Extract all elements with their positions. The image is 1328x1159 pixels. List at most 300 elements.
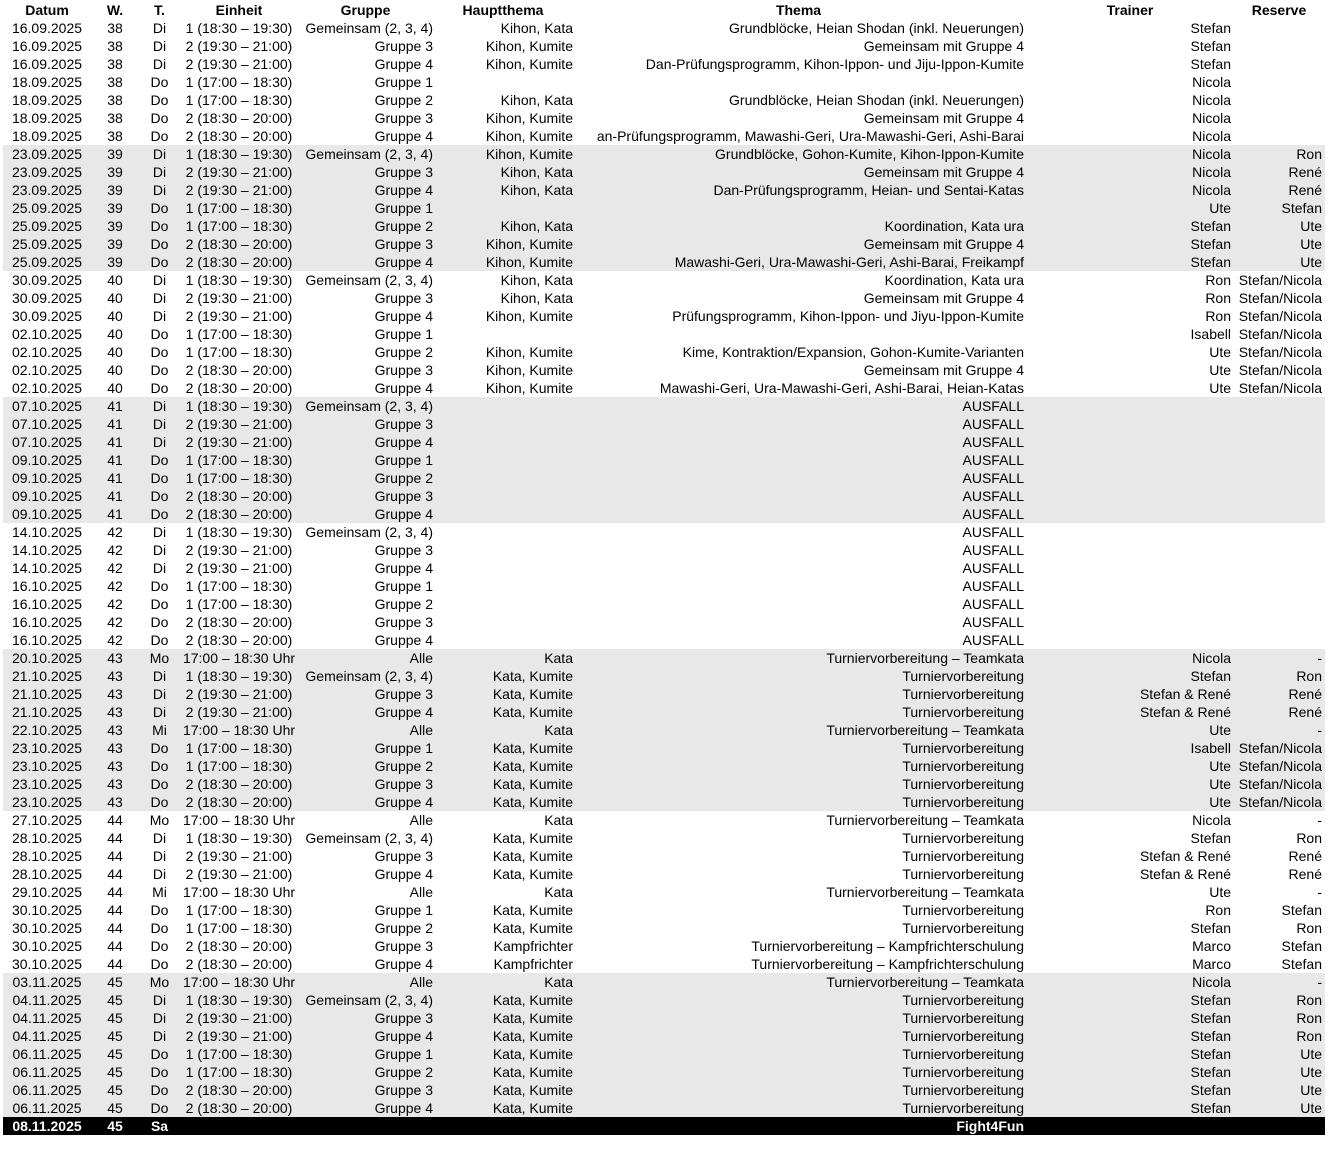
cell-trainer: Stefan: [1190, 1010, 1231, 1026]
cell-datum: 28.10.2025: [11, 830, 83, 846]
cell-gruppe: Gruppe 3: [374, 614, 433, 630]
cell-woche: 38: [107, 92, 123, 108]
cell-hauptthema: Kata, Kumite: [492, 992, 573, 1008]
cell-datum: 04.11.2025: [12, 992, 82, 1008]
cell-reserve: Stefan/Nicola: [1238, 272, 1322, 288]
table-row: [3, 667, 1325, 685]
cell-gruppe: Gruppe 1: [374, 578, 433, 594]
cell-einheit: 17:00 – 18:30 Uhr: [182, 722, 296, 738]
cell-trainer: [1024, 487, 1231, 505]
cell-hauptthema: [433, 1117, 573, 1135]
cell-datum: 16.10.2025: [11, 614, 83, 630]
cell-trainer: Nicola: [1192, 812, 1231, 828]
cell-gruppe: Gruppe 2: [374, 92, 433, 108]
cell-thema: AUSFALL: [962, 614, 1024, 630]
cell-hauptthema: Kata, Kumite: [492, 1100, 573, 1116]
cell-gruppe: Gruppe 2: [374, 344, 433, 360]
cell-gruppe: Gruppe 4: [374, 56, 433, 72]
cell-einheit: 1 (17:00 – 18:30): [185, 92, 293, 108]
cell-einheit: 1 (18:30 – 19:30): [185, 146, 293, 162]
cell-hauptthema: Kihon, Kata: [500, 92, 573, 108]
cell-reserve: [1231, 595, 1322, 613]
cell-hauptthema: Kata, Kumite: [492, 830, 573, 846]
table-header: [3, 1, 1325, 19]
cell-trainer: Ute: [1209, 794, 1231, 810]
cell-einheit: 1 (17:00 – 18:30): [185, 758, 293, 774]
cell-hauptthema: Kihon, Kumite: [485, 128, 573, 144]
cell-woche: 41: [107, 488, 123, 504]
cell-woche: 43: [107, 650, 123, 666]
cell-tag: Do: [150, 776, 169, 792]
cell-datum: 06.11.2025: [12, 1082, 82, 1098]
cell-woche: 39: [107, 236, 123, 252]
cell-gruppe: Alle: [409, 884, 433, 900]
cell-gruppe: Gruppe 4: [374, 434, 433, 450]
cell-gruppe: Gemeinsam (2, 3, 4): [305, 830, 433, 846]
cell-trainer: Ron: [1205, 290, 1231, 306]
cell-trainer: [1024, 451, 1231, 469]
cell-datum: 16.09.2025: [11, 38, 83, 54]
table-row: [3, 181, 1325, 199]
cell-trainer: Ute: [1209, 758, 1231, 774]
cell-datum: 16.10.2025: [11, 578, 83, 594]
cell-gruppe: Gemeinsam (2, 3, 4): [305, 524, 433, 540]
cell-reserve: [1231, 469, 1322, 487]
cell-woche: 41: [107, 434, 123, 450]
cell-trainer: Stefan: [1190, 20, 1231, 36]
cell-datum: 30.10.2025: [11, 920, 83, 936]
cell-hauptthema: [433, 613, 573, 631]
cell-thema: Mawashi-Geri, Ura-Mawashi-Geri, Ashi-Barai, Heian-Katas: [659, 380, 1024, 396]
cell-hauptthema: Kata, Kumite: [492, 866, 573, 882]
cell-trainer: Stefan: [1190, 254, 1231, 270]
cell-hauptthema: [433, 541, 573, 559]
table-row: [3, 631, 1325, 649]
cell-einheit: 1 (18:30 – 19:30): [185, 992, 293, 1008]
cell-thema: Turniervorbereitung: [902, 1028, 1024, 1044]
cell-einheit: 2 (19:30 – 21:00): [185, 686, 293, 702]
cell-hauptthema: Kihon, Kumite: [485, 56, 573, 72]
cell-tag: Do: [150, 956, 169, 972]
cell-tag: Do: [150, 380, 169, 396]
cell-datum: 09.10.2025: [11, 452, 83, 468]
cell-reserve: Stefan/Nicola: [1238, 380, 1322, 396]
cell-einheit: 1 (18:30 – 19:30): [185, 398, 293, 414]
cell-gruppe: Gruppe 4: [374, 560, 433, 576]
cell-gruppe: Gemeinsam (2, 3, 4): [305, 992, 433, 1008]
cell-tag: Mo: [149, 812, 170, 828]
cell-tag: Mo: [149, 974, 170, 990]
cell-trainer: Stefan & René: [1139, 704, 1231, 720]
cell-tag: Do: [150, 506, 169, 522]
cell-einheit: 1 (18:30 – 19:30): [185, 668, 293, 684]
cell-tag: Do: [150, 452, 169, 468]
cell-tag: Do: [150, 344, 169, 360]
table-row: [3, 235, 1325, 253]
table-row: [3, 199, 1325, 217]
cell-thema: AUSFALL: [962, 560, 1024, 576]
cell-datum: 23.10.2025: [11, 740, 83, 756]
cell-hauptthema: Kihon, Kumite: [485, 254, 573, 270]
cell-hauptthema: [433, 595, 573, 613]
cell-thema: Gemeinsam mit Gruppe 4: [863, 164, 1024, 180]
cell-thema: AUSFALL: [962, 434, 1024, 450]
cell-hauptthema: Kata, Kumite: [492, 1046, 573, 1062]
cell-datum: 30.10.2025: [11, 938, 83, 954]
table-row: [3, 217, 1325, 235]
table-row: [3, 325, 1325, 343]
cell-thema: AUSFALL: [962, 596, 1024, 612]
cell-trainer: Marco: [1192, 956, 1231, 972]
cell-reserve: Ron: [1296, 668, 1322, 684]
cell-tag: Di: [152, 524, 167, 540]
table-row: [3, 829, 1325, 847]
cell-gruppe: Gruppe 3: [374, 542, 433, 558]
cell-einheit: 2 (18:30 – 20:00): [185, 1082, 293, 1098]
cell-thema: Turniervorbereitung – Teamkata: [826, 884, 1024, 900]
cell-woche: 43: [107, 686, 123, 702]
cell-reserve: [1231, 577, 1322, 595]
cell-datum: 25.09.2025: [11, 218, 83, 234]
cell-reserve: [1231, 1117, 1322, 1135]
cell-woche: 43: [107, 794, 123, 810]
cell-reserve: Ute: [1300, 236, 1322, 252]
cell-trainer: [1024, 541, 1231, 559]
cell-trainer: Nicola: [1192, 74, 1231, 90]
table-row: [3, 883, 1325, 901]
cell-reserve: Ute: [1300, 1100, 1322, 1116]
table-row: [3, 973, 1325, 991]
cell-woche: 44: [107, 884, 123, 900]
cell-tag: Mo: [149, 650, 170, 666]
cell-gruppe: Gruppe 2: [374, 470, 433, 486]
cell-gruppe: Gruppe 3: [374, 938, 433, 954]
cell-datum: 23.09.2025: [11, 182, 83, 198]
cell-gruppe: Gruppe 4: [374, 704, 433, 720]
cell-trainer: Marco: [1192, 938, 1231, 954]
cell-trainer: Nicola: [1192, 164, 1231, 180]
cell-hauptthema: Kihon, Kumite: [485, 236, 573, 252]
cell-hauptthema: Kihon, Kumite: [485, 344, 573, 360]
table-row-final: [3, 1117, 1325, 1135]
table-row: [3, 685, 1325, 703]
cell-trainer: [1024, 577, 1231, 595]
cell-trainer: Stefan & René: [1139, 686, 1231, 702]
table-row: [3, 739, 1325, 757]
cell-einheit: 1 (18:30 – 19:30): [185, 20, 293, 36]
cell-trainer: Ron: [1205, 308, 1231, 324]
table-row: [3, 91, 1325, 109]
cell-trainer: Nicola: [1192, 182, 1231, 198]
cell-tag: Di: [152, 146, 167, 162]
cell-trainer: Stefan: [1190, 1046, 1231, 1062]
cell-einheit: 1 (17:00 – 18:30): [185, 470, 293, 486]
cell-thema: AUSFALL: [962, 506, 1024, 522]
cell-tag: Di: [152, 416, 167, 432]
cell-gruppe: Gruppe 4: [374, 794, 433, 810]
cell-woche: 43: [107, 740, 123, 756]
cell-thema: AUSFALL: [962, 452, 1024, 468]
table-row: [3, 937, 1325, 955]
cell-gruppe: Gruppe 4: [374, 1028, 433, 1044]
cell-woche: 45: [107, 992, 123, 1008]
cell-datum: 30.09.2025: [11, 290, 83, 306]
cell-einheit: 2 (19:30 – 21:00): [185, 560, 293, 576]
cell-trainer: [1024, 595, 1231, 613]
cell-woche: 40: [107, 344, 123, 360]
cell-gruppe: Gruppe 3: [374, 38, 433, 54]
cell-einheit: 2 (19:30 – 21:00): [185, 1028, 293, 1044]
cell-woche: 45: [107, 1082, 123, 1098]
cell-gruppe: Gemeinsam (2, 3, 4): [305, 398, 433, 414]
cell-thema: Turniervorbereitung: [902, 902, 1024, 918]
cell-trainer: [1024, 397, 1231, 415]
cell-woche: 40: [107, 308, 123, 324]
cell-einheit: 2 (19:30 – 21:00): [185, 1010, 293, 1026]
cell-reserve: René: [1288, 182, 1322, 198]
cell-hauptthema: Kata, Kumite: [492, 1082, 573, 1098]
cell-woche: 43: [107, 776, 123, 792]
cell-datum: 06.11.2025: [12, 1046, 82, 1062]
cell-thema: Turniervorbereitung – Teamkata: [826, 650, 1024, 666]
cell-reserve: Ute: [1300, 218, 1322, 234]
cell-thema: Turniervorbereitung: [902, 920, 1024, 936]
cell-tag: Do: [150, 1046, 169, 1062]
header-tag: T.: [154, 2, 165, 18]
cell-tag: Di: [152, 290, 167, 306]
cell-woche: 43: [107, 704, 123, 720]
cell-thema: Gemeinsam mit Gruppe 4: [863, 38, 1024, 54]
table-row: [3, 1045, 1325, 1063]
table-row: [3, 1027, 1325, 1045]
cell-tag: Mi: [152, 884, 167, 900]
cell-tag: Di: [152, 1028, 167, 1044]
cell-gruppe: Gruppe 2: [374, 920, 433, 936]
cell-tag: Di: [152, 398, 167, 414]
cell-reserve: Stefan: [1281, 902, 1322, 918]
table-row: [3, 127, 1325, 145]
cell-datum: 16.09.2025: [11, 20, 83, 36]
cell-tag: Mi: [152, 722, 167, 738]
cell-thema: AUSFALL: [962, 488, 1024, 504]
table-row: [3, 487, 1325, 505]
cell-einheit: 2 (18:30 – 20:00): [185, 938, 293, 954]
table-row: [3, 433, 1325, 451]
cell-trainer: [1024, 613, 1231, 631]
cell-thema: Turniervorbereitung: [902, 830, 1024, 846]
cell-hauptthema: Kata: [544, 722, 573, 738]
cell-gruppe: Gruppe 1: [374, 452, 433, 468]
cell-thema: Turniervorbereitung: [902, 992, 1024, 1008]
cell-einheit: 1 (17:00 – 18:30): [185, 902, 293, 918]
cell-trainer: [1024, 559, 1231, 577]
cell-gruppe: Gruppe 3: [374, 848, 433, 864]
cell-trainer: Stefan: [1190, 38, 1231, 54]
table-row: [3, 1063, 1325, 1081]
cell-thema: Turniervorbereitung: [902, 794, 1024, 810]
cell-gruppe: Gruppe 4: [374, 380, 433, 396]
cell-einheit: 1 (17:00 – 18:30): [185, 1046, 293, 1062]
table-row: [3, 37, 1325, 55]
cell-reserve: Stefan/Nicola: [1238, 362, 1322, 378]
cell-tag: Do: [150, 614, 169, 630]
cell-gruppe: Gemeinsam (2, 3, 4): [305, 146, 433, 162]
table-row: [3, 811, 1325, 829]
cell-reserve: René: [1288, 866, 1322, 882]
cell-thema: Turniervorbereitung: [902, 758, 1024, 774]
cell-gruppe: Gruppe 1: [374, 326, 433, 342]
cell-einheit: [180, 1117, 298, 1135]
cell-tag: Di: [152, 560, 167, 576]
cell-hauptthema: [433, 469, 573, 487]
cell-thema: Turniervorbereitung: [902, 1046, 1024, 1062]
cell-reserve: Stefan/Nicola: [1238, 740, 1322, 756]
cell-hauptthema: [433, 505, 573, 523]
table-row: [3, 469, 1325, 487]
cell-reserve: [1231, 91, 1322, 109]
cell-einheit: 2 (18:30 – 20:00): [185, 380, 293, 396]
cell-hauptthema: Kata, Kumite: [492, 1010, 573, 1026]
cell-einheit: 2 (18:30 – 20:00): [185, 236, 293, 252]
table-row: [3, 19, 1325, 37]
cell-einheit: 1 (17:00 – 18:30): [185, 218, 293, 234]
cell-gruppe: Gruppe 3: [374, 236, 433, 252]
cell-reserve: René: [1288, 164, 1322, 180]
cell-reserve: [1231, 541, 1322, 559]
cell-datum: 16.09.2025: [11, 56, 83, 72]
cell-thema: Turniervorbereitung: [902, 740, 1024, 756]
header-datum: Datum: [25, 2, 69, 18]
cell-datum: 21.10.2025: [11, 704, 83, 720]
cell-datum: 29.10.2025: [11, 884, 83, 900]
cell-hauptthema: Kata: [544, 812, 573, 828]
cell-einheit: 2 (19:30 – 21:00): [185, 290, 293, 306]
cell-tag: Di: [152, 164, 167, 180]
cell-hauptthema: [433, 523, 573, 541]
cell-woche: 44: [107, 830, 123, 846]
cell-einheit: 2 (18:30 – 20:00): [185, 776, 293, 792]
table-row: [3, 541, 1325, 559]
cell-hauptthema: Kihon, Kata: [500, 20, 573, 36]
cell-hauptthema: Kata, Kumite: [492, 1064, 573, 1080]
cell-tag: Sa: [150, 1118, 169, 1134]
cell-gruppe: Gemeinsam (2, 3, 4): [305, 272, 433, 288]
cell-tag: Di: [152, 20, 167, 36]
cell-thema: AUSFALL: [962, 524, 1024, 540]
cell-einheit: 17:00 – 18:30 Uhr: [182, 812, 296, 828]
cell-datum: 25.09.2025: [11, 254, 83, 270]
cell-datum: 09.10.2025: [11, 470, 83, 486]
cell-thema: AUSFALL: [962, 470, 1024, 486]
cell-hauptthema: Kampfrichter: [493, 938, 573, 954]
cell-datum: 28.10.2025: [11, 866, 83, 882]
cell-thema: [573, 199, 1024, 217]
cell-hauptthema: Kampfrichter: [493, 956, 573, 972]
cell-thema: Turniervorbereitung – Teamkata: [826, 974, 1024, 990]
cell-reserve: Stefan/Nicola: [1238, 758, 1322, 774]
table-row: [3, 577, 1325, 595]
cell-thema: AUSFALL: [962, 542, 1024, 558]
cell-datum: 23.10.2025: [11, 758, 83, 774]
cell-thema: Turniervorbereitung – Teamkata: [826, 722, 1024, 738]
cell-einheit: 2 (18:30 – 20:00): [185, 254, 293, 270]
cell-datum: 18.09.2025: [11, 128, 83, 144]
cell-einheit: 1 (17:00 – 18:30): [185, 344, 293, 360]
cell-woche: 40: [107, 272, 123, 288]
cell-datum: 02.10.2025: [11, 344, 83, 360]
cell-hauptthema: Kihon, Kumite: [485, 146, 573, 162]
cell-woche: 45: [107, 1100, 123, 1116]
cell-thema: Dan-Prüfungsprogramm, Kihon-Ippon- und Jiju-Ippon-Kumite: [645, 56, 1024, 72]
cell-einheit: 17:00 – 18:30 Uhr: [182, 884, 296, 900]
cell-hauptthema: [433, 451, 573, 469]
cell-datum: 23.09.2025: [11, 146, 83, 162]
cell-tag: Do: [150, 470, 169, 486]
cell-woche: 38: [107, 128, 123, 144]
cell-datum: 18.09.2025: [11, 92, 83, 108]
cell-einheit: 2 (18:30 – 20:00): [185, 1100, 293, 1116]
header-gruppe: Gruppe: [340, 2, 391, 18]
cell-hauptthema: Kata, Kumite: [492, 1028, 573, 1044]
cell-hauptthema: Kata, Kumite: [492, 758, 573, 774]
cell-woche: 39: [107, 182, 123, 198]
cell-woche: 38: [107, 38, 123, 54]
cell-gruppe: Alle: [409, 974, 433, 990]
cell-tag: Do: [150, 1064, 169, 1080]
cell-gruppe: Gruppe 3: [374, 488, 433, 504]
cell-trainer: [1024, 631, 1231, 649]
cell-tag: Do: [150, 1082, 169, 1098]
cell-trainer: Nicola: [1192, 974, 1231, 990]
cell-datum: 07.10.2025: [11, 416, 83, 432]
cell-thema: Gemeinsam mit Gruppe 4: [863, 362, 1024, 378]
cell-tag: Do: [150, 794, 169, 810]
cell-hauptthema: [433, 433, 573, 451]
cell-datum: 14.10.2025: [11, 560, 83, 576]
cell-reserve: René: [1288, 686, 1322, 702]
cell-reserve: -: [1317, 884, 1322, 900]
table-row: [3, 415, 1325, 433]
table-row: [3, 559, 1325, 577]
cell-thema: Turniervorbereitung: [902, 704, 1024, 720]
cell-thema: [573, 325, 1024, 343]
cell-hauptthema: [433, 577, 573, 595]
cell-thema: [573, 73, 1024, 91]
cell-thema: Gemeinsam mit Gruppe 4: [863, 236, 1024, 252]
cell-tag: Do: [150, 902, 169, 918]
cell-thema: AUSFALL: [962, 398, 1024, 414]
cell-datum: 06.11.2025: [12, 1100, 82, 1116]
cell-einheit: 2 (19:30 – 21:00): [185, 434, 293, 450]
cell-datum: 14.10.2025: [11, 524, 83, 540]
cell-datum: 30.09.2025: [11, 308, 83, 324]
cell-hauptthema: Kata: [544, 884, 573, 900]
cell-gruppe: Gemeinsam (2, 3, 4): [305, 20, 433, 36]
cell-trainer: Nicola: [1192, 92, 1231, 108]
cell-woche: 42: [107, 632, 123, 648]
cell-einheit: 2 (19:30 – 21:00): [185, 308, 293, 324]
cell-hauptthema: Kihon, Kata: [500, 218, 573, 234]
table-row: [3, 505, 1325, 523]
cell-gruppe: Gruppe 4: [374, 1100, 433, 1116]
cell-einheit: 1 (18:30 – 19:30): [185, 830, 293, 846]
cell-gruppe: Gruppe 3: [374, 686, 433, 702]
cell-woche: 40: [107, 380, 123, 396]
cell-gruppe: Alle: [409, 650, 433, 666]
cell-datum: 22.10.2025: [11, 722, 83, 738]
cell-einheit: 2 (19:30 – 21:00): [185, 164, 293, 180]
cell-gruppe: Gruppe 3: [374, 1082, 433, 1098]
